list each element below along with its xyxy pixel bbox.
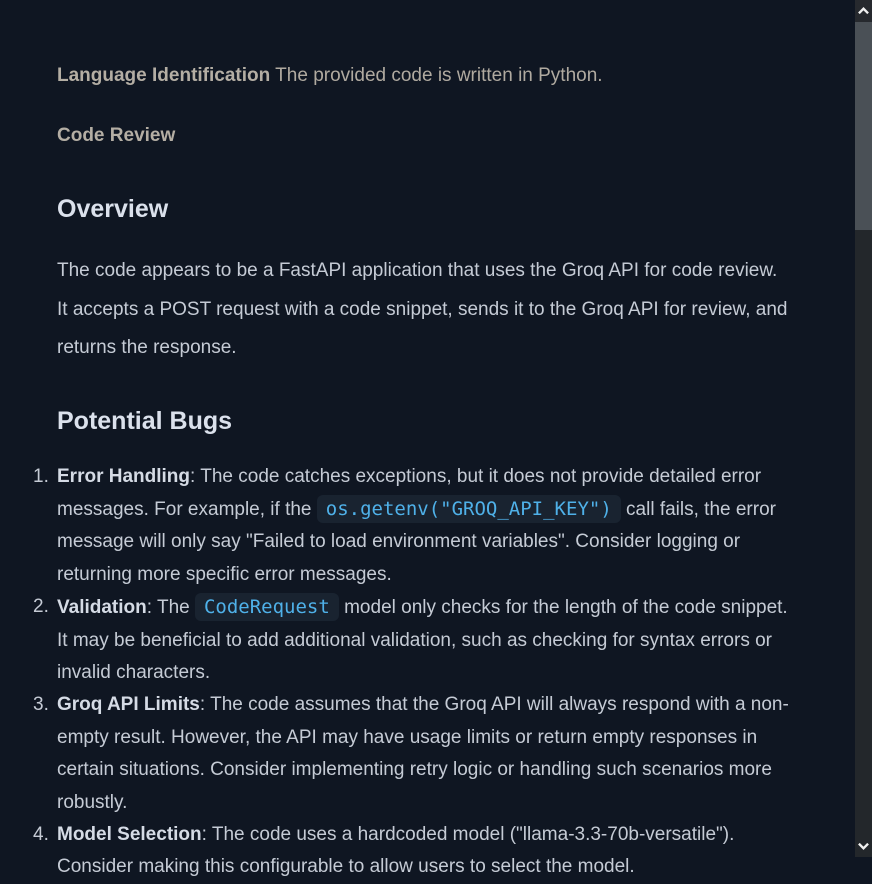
list-item bbox=[33, 819, 792, 884]
bugs-list bbox=[33, 461, 792, 884]
list-item-number: 3. bbox=[33, 694, 49, 716]
list-item-number: 4. bbox=[33, 823, 49, 845]
list-item-term: Model Selection bbox=[57, 823, 202, 845]
intro-code-review-strong: Code Review bbox=[57, 125, 176, 146]
vertical-scrollbar[interactable] bbox=[855, 0, 872, 857]
list-item-text: : The code uses a hardcoded model ("llama-3.3-70b-versatile"). Consider making this configurable to allow users to select the model. bbox=[57, 823, 735, 878]
list-item-text: model only checks for the length of the code snippet. It may be beneficial to add additional validation, such as checking for syntax errors or invalid characters. bbox=[57, 597, 788, 683]
overview-heading: Overview bbox=[57, 195, 169, 223]
inline-code-chip: CodeRequest bbox=[195, 593, 339, 621]
list-item-term: Groq API Limits bbox=[57, 694, 200, 716]
intro-paragraph-language bbox=[57, 57, 792, 95]
list-item-number: 1. bbox=[33, 465, 49, 487]
chevron-down-icon bbox=[858, 837, 869, 855]
list-item bbox=[33, 689, 792, 819]
potential-bugs-heading: Potential Bugs bbox=[57, 406, 233, 435]
list-item-text: call fails, the error message will only say "Failed to load environment variables". Consider logging or returning more specific error messages. bbox=[57, 498, 776, 585]
scroll-up-button[interactable] bbox=[855, 0, 872, 22]
intro-language-strong: Language Identification bbox=[57, 65, 271, 86]
intro-paragraph-code-review bbox=[57, 117, 792, 155]
list-item bbox=[33, 461, 792, 592]
intro-language-text: The provided code is written in Python. bbox=[270, 65, 603, 86]
list-item-text: : The bbox=[146, 597, 195, 619]
list-item bbox=[33, 591, 792, 689]
list-item-text: : The code assumes that the Groq API will always respond with a non-empty result. However, the API may have usage limits or return empty responses in certain situations. Consider implementing retry logic or handling such scenarios more robustly. bbox=[57, 694, 789, 813]
scroll-down-button[interactable] bbox=[855, 835, 872, 857]
list-item-term: Validation bbox=[57, 597, 147, 619]
inline-code-chip: os.getenv("GROQ_API_KEY") bbox=[317, 495, 621, 523]
list-item-number: 2. bbox=[33, 596, 49, 618]
list-item-text: : The code catches exceptions, but it does not provide detailed error messages. For example, if the bbox=[57, 465, 762, 520]
overview-paragraph: The code appears to be a FastAPI application that uses the Groq API for code review. It accepts a POST request with a code snippet, sends it to the Groq API for review, and returns the response. bbox=[57, 260, 788, 358]
scrollbar-thumb[interactable] bbox=[855, 22, 872, 230]
chevron-up-icon bbox=[858, 2, 869, 20]
list-item-term: Error Handling bbox=[57, 465, 191, 487]
